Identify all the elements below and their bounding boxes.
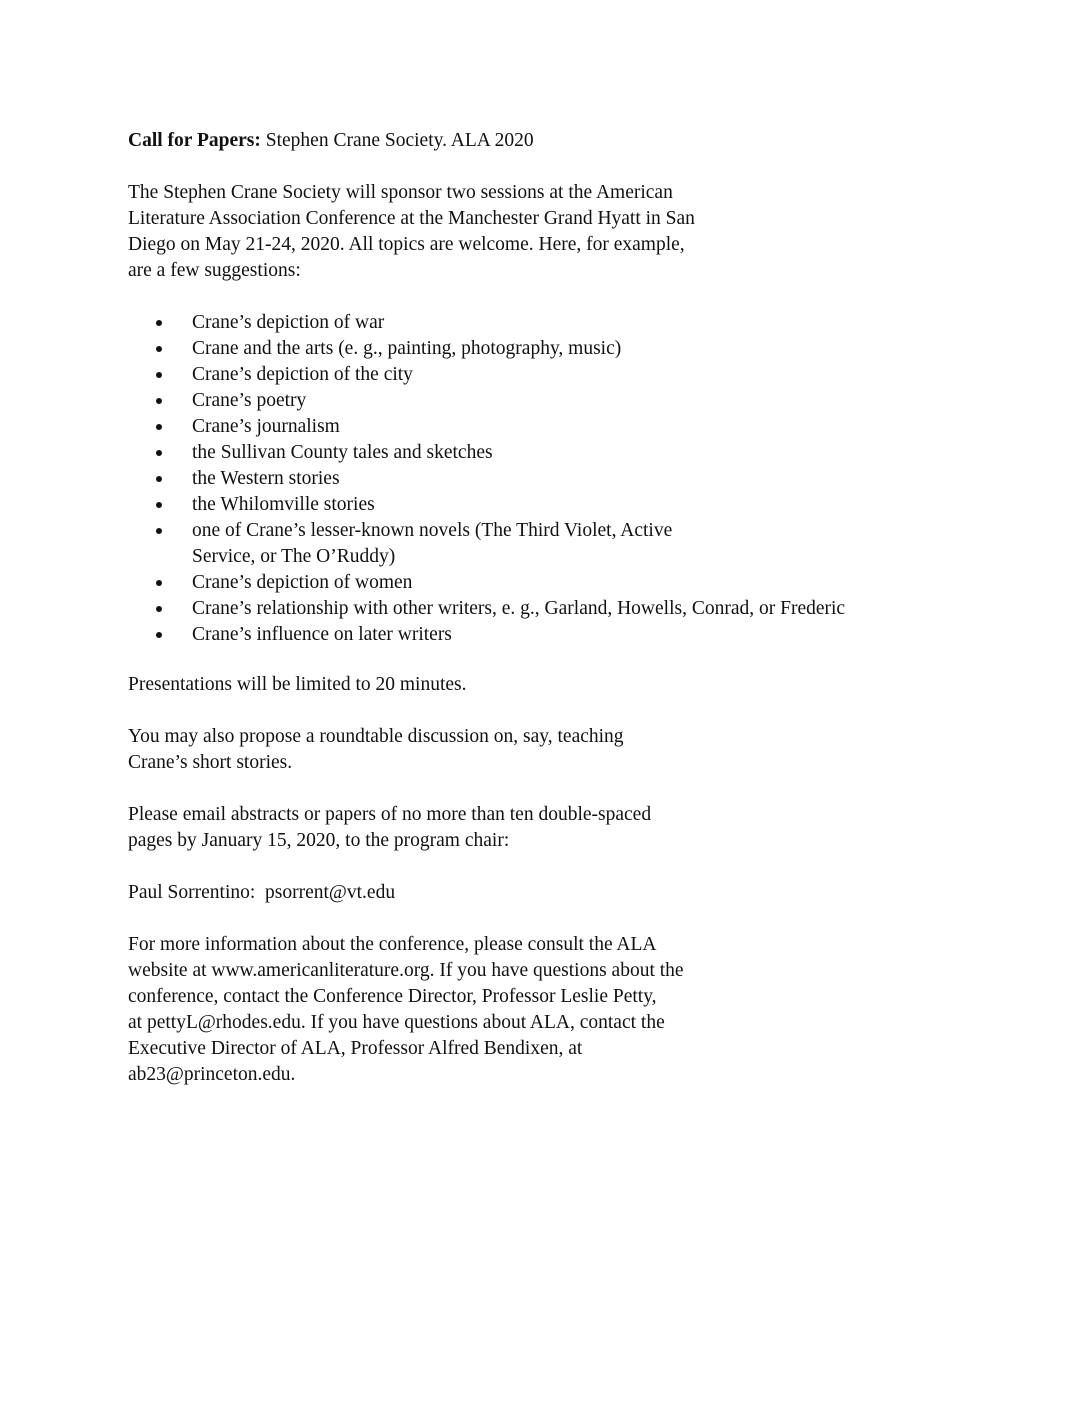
- intro-line: are a few suggestions:: [128, 260, 301, 281]
- topic-item: [128, 388, 928, 414]
- topic-text: one of Crane’s lesser-known novels (The Third Violet, Active: [192, 520, 673, 541]
- bullet-icon: [156, 632, 162, 638]
- submission-paragraph: [128, 802, 928, 854]
- bullet-icon: [156, 580, 162, 586]
- bullet-icon: [156, 424, 162, 430]
- topic-list: [128, 310, 928, 648]
- topic-text: the Sullivan County tales and sketches: [192, 442, 493, 463]
- bullet-icon: [156, 502, 162, 508]
- topic-item: [128, 414, 928, 440]
- contact-line: Paul Sorrentino: psorrent@vt.edu: [128, 882, 396, 903]
- bullet-icon: [156, 450, 162, 456]
- topic-item: [128, 336, 928, 362]
- info-line: For more information about the conference, please consult the ALA: [128, 934, 657, 955]
- bullet-icon: [156, 528, 162, 534]
- topic-item: [128, 362, 928, 388]
- intro-line: Literature Association Conference at the Manchester Grand Hyatt in San: [128, 208, 695, 229]
- bullet-icon: [156, 372, 162, 378]
- info-line: website at www.americanliterature.org. If you have questions about the: [128, 960, 684, 981]
- topic-item: [128, 466, 928, 492]
- submission-line: Please email abstracts or papers of no more than ten double-spaced: [128, 804, 652, 825]
- topic-text: the Western stories: [192, 468, 340, 489]
- bullet-icon: [156, 476, 162, 482]
- topic-item: [128, 570, 928, 596]
- info-line: conference, contact the Conference Director, Professor Leslie Petty,: [128, 986, 657, 1007]
- time-limit-line: Presentations will be limited to 20 minutes.: [128, 674, 467, 695]
- info-paragraph: [128, 932, 928, 1088]
- topic-text: Crane’s depiction of the city: [192, 364, 413, 385]
- submission-line: pages by January 15, 2020, to the program chair:: [128, 830, 510, 851]
- topic-text: Crane’s relationship with other writers, e. g., Garland, Howells, Conrad, or Frederic: [192, 598, 846, 619]
- topic-item: [128, 440, 928, 466]
- intro-line: Diego on May 21-24, 2020. All topics are welcome. Here, for example,: [128, 234, 685, 255]
- topic-text: Crane’s journalism: [192, 416, 340, 437]
- bullet-icon: [156, 398, 162, 404]
- topic-item: [128, 492, 928, 518]
- info-line: Executive Director of ALA, Professor Alfred Bendixen, at: [128, 1038, 583, 1059]
- topic-text: Crane’s poetry: [192, 390, 307, 411]
- topic-text: Crane’s influence on later writers: [192, 624, 452, 645]
- roundtable-line: Crane’s short stories.: [128, 752, 293, 773]
- bullet-icon: [156, 606, 162, 612]
- time-limit-paragraph: [128, 672, 928, 698]
- bullet-icon: [156, 346, 162, 352]
- title-text: Stephen Crane Society. ALA 2020: [260, 130, 534, 151]
- intro-line: The Stephen Crane Society will sponsor two sessions at the American: [128, 182, 673, 203]
- title-label: Call for Papers:: [128, 130, 261, 151]
- contact-paragraph: [128, 880, 928, 906]
- document-title: [128, 128, 928, 154]
- info-line: at pettyL@rhodes.edu. If you have questions about ALA, contact the: [128, 1012, 665, 1033]
- topic-text: Crane and the arts (e. g., painting, photography, music): [192, 338, 622, 359]
- topic-item: [128, 518, 928, 570]
- topic-text: Crane’s depiction of war: [192, 312, 385, 333]
- topic-text: the Whilomville stories: [192, 494, 375, 515]
- topic-item: [128, 596, 928, 622]
- topic-item: [128, 622, 928, 648]
- topic-item: [128, 310, 928, 336]
- document-body: [128, 128, 928, 1114]
- roundtable-line: You may also propose a roundtable discussion on, say, teaching: [128, 726, 624, 747]
- intro-paragraph: [128, 180, 928, 284]
- topic-text-continued: Service, or The O’Ruddy): [192, 546, 396, 567]
- topic-text: Crane’s depiction of women: [192, 572, 413, 593]
- info-line: ab23@princeton.edu.: [128, 1064, 296, 1085]
- roundtable-paragraph: [128, 724, 928, 776]
- bullet-icon: [156, 320, 162, 326]
